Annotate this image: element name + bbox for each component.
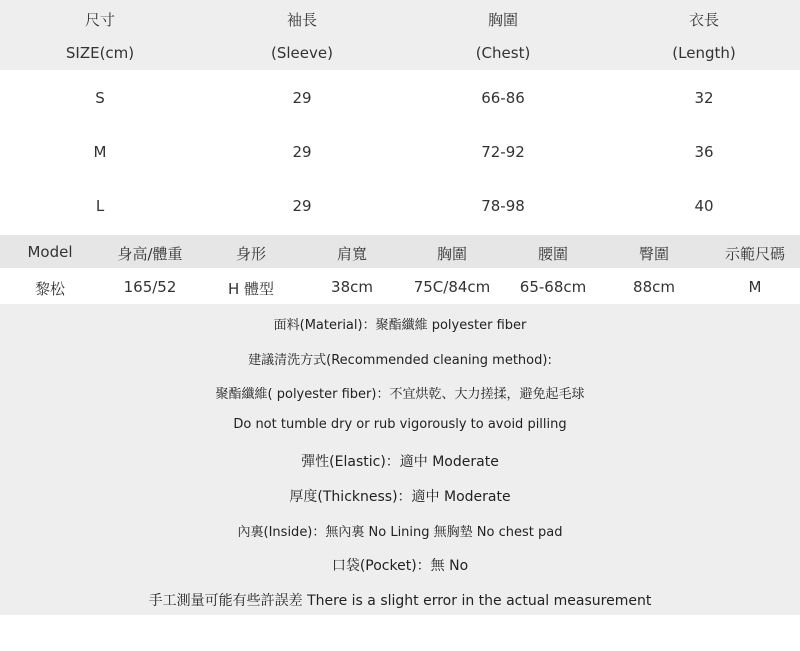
length-col-en: (Length) [672, 44, 736, 62]
sleeve-col-en: (Sleeve) [271, 44, 333, 62]
chest-col-en: (Chest) [475, 44, 531, 62]
length-cell: 32 [694, 89, 714, 107]
length-cell: 40 [694, 197, 714, 215]
model-header-cell: 身高/體重 [117, 245, 183, 263]
size-cell: S [95, 89, 105, 107]
model-header-cell: 身形 [235, 245, 267, 263]
elastic-note: 彈性(Elastic)：適中 Moderate [301, 454, 499, 470]
size-cell: M [93, 143, 107, 161]
demo-size-cell: M [748, 278, 762, 296]
model-header-cell: 腰圍 [537, 245, 569, 263]
cleaning-note-en: Do not tumble dry or rub vigorously to avoid pilling [233, 417, 567, 432]
sleeve-cell: 29 [292, 143, 312, 161]
model-header-cell: 示範尺碼 [724, 245, 786, 263]
material-note: 面料(Material)：聚酯纖維 polyester fiber [273, 318, 527, 333]
sleeve-cell: 29 [292, 197, 312, 215]
chest-col-zh: 胸圍 [487, 11, 519, 29]
cleaning-note-zh: 聚酯纖維( polyester fiber)：不宜烘乾、大力搓揉，避免起毛球 [215, 387, 585, 402]
chest-cell: 78-98 [481, 197, 525, 215]
size-cell: L [95, 197, 105, 215]
sleeve-cell: 29 [292, 89, 312, 107]
hip-cell: 88cm [633, 278, 675, 296]
sleeve-col-zh: 袖長 [286, 11, 318, 29]
height-weight-cell: 165/52 [123, 278, 177, 296]
body-type-cell: H 體型 [227, 280, 275, 298]
size-col-zh: 尺寸 [84, 11, 116, 29]
chest-cell: 66-86 [481, 89, 525, 107]
model-table-row [0, 268, 800, 304]
model-name-cell: 黎松 [34, 280, 66, 298]
chest-cell: 75C/84cm [413, 278, 491, 296]
inside-note: 內裏(Inside)：無內裏 No Lining 無胸墊 No chest pad [237, 525, 563, 540]
thickness-note: 厚度(Thickness)：適中 Moderate [289, 489, 511, 505]
length-col-zh: 衣長 [688, 11, 720, 29]
length-cell: 36 [694, 143, 714, 161]
shoulder-cell: 38cm [331, 278, 373, 296]
size-col-en: SIZE(cm) [65, 44, 135, 62]
model-header-cell: 肩寬 [336, 245, 368, 263]
model-header-cell: Model [27, 243, 73, 261]
size-table-header [0, 0, 800, 70]
measurement-note: 手工測量可能有些許誤差 There is a slight error in the actual measurement [148, 593, 652, 609]
waist-cell: 65-68cm [519, 278, 587, 296]
chest-cell: 72-92 [481, 143, 525, 161]
model-table-header [0, 235, 800, 268]
pocket-note: 口袋(Pocket)：無 No [331, 558, 469, 574]
model-header-cell: 臀圍 [638, 245, 670, 263]
cleaning-method-title: 建議清洗方式(Recommended cleaning method): [248, 353, 552, 368]
model-header-cell: 胸圍 [436, 245, 468, 263]
product-notes [0, 304, 800, 615]
